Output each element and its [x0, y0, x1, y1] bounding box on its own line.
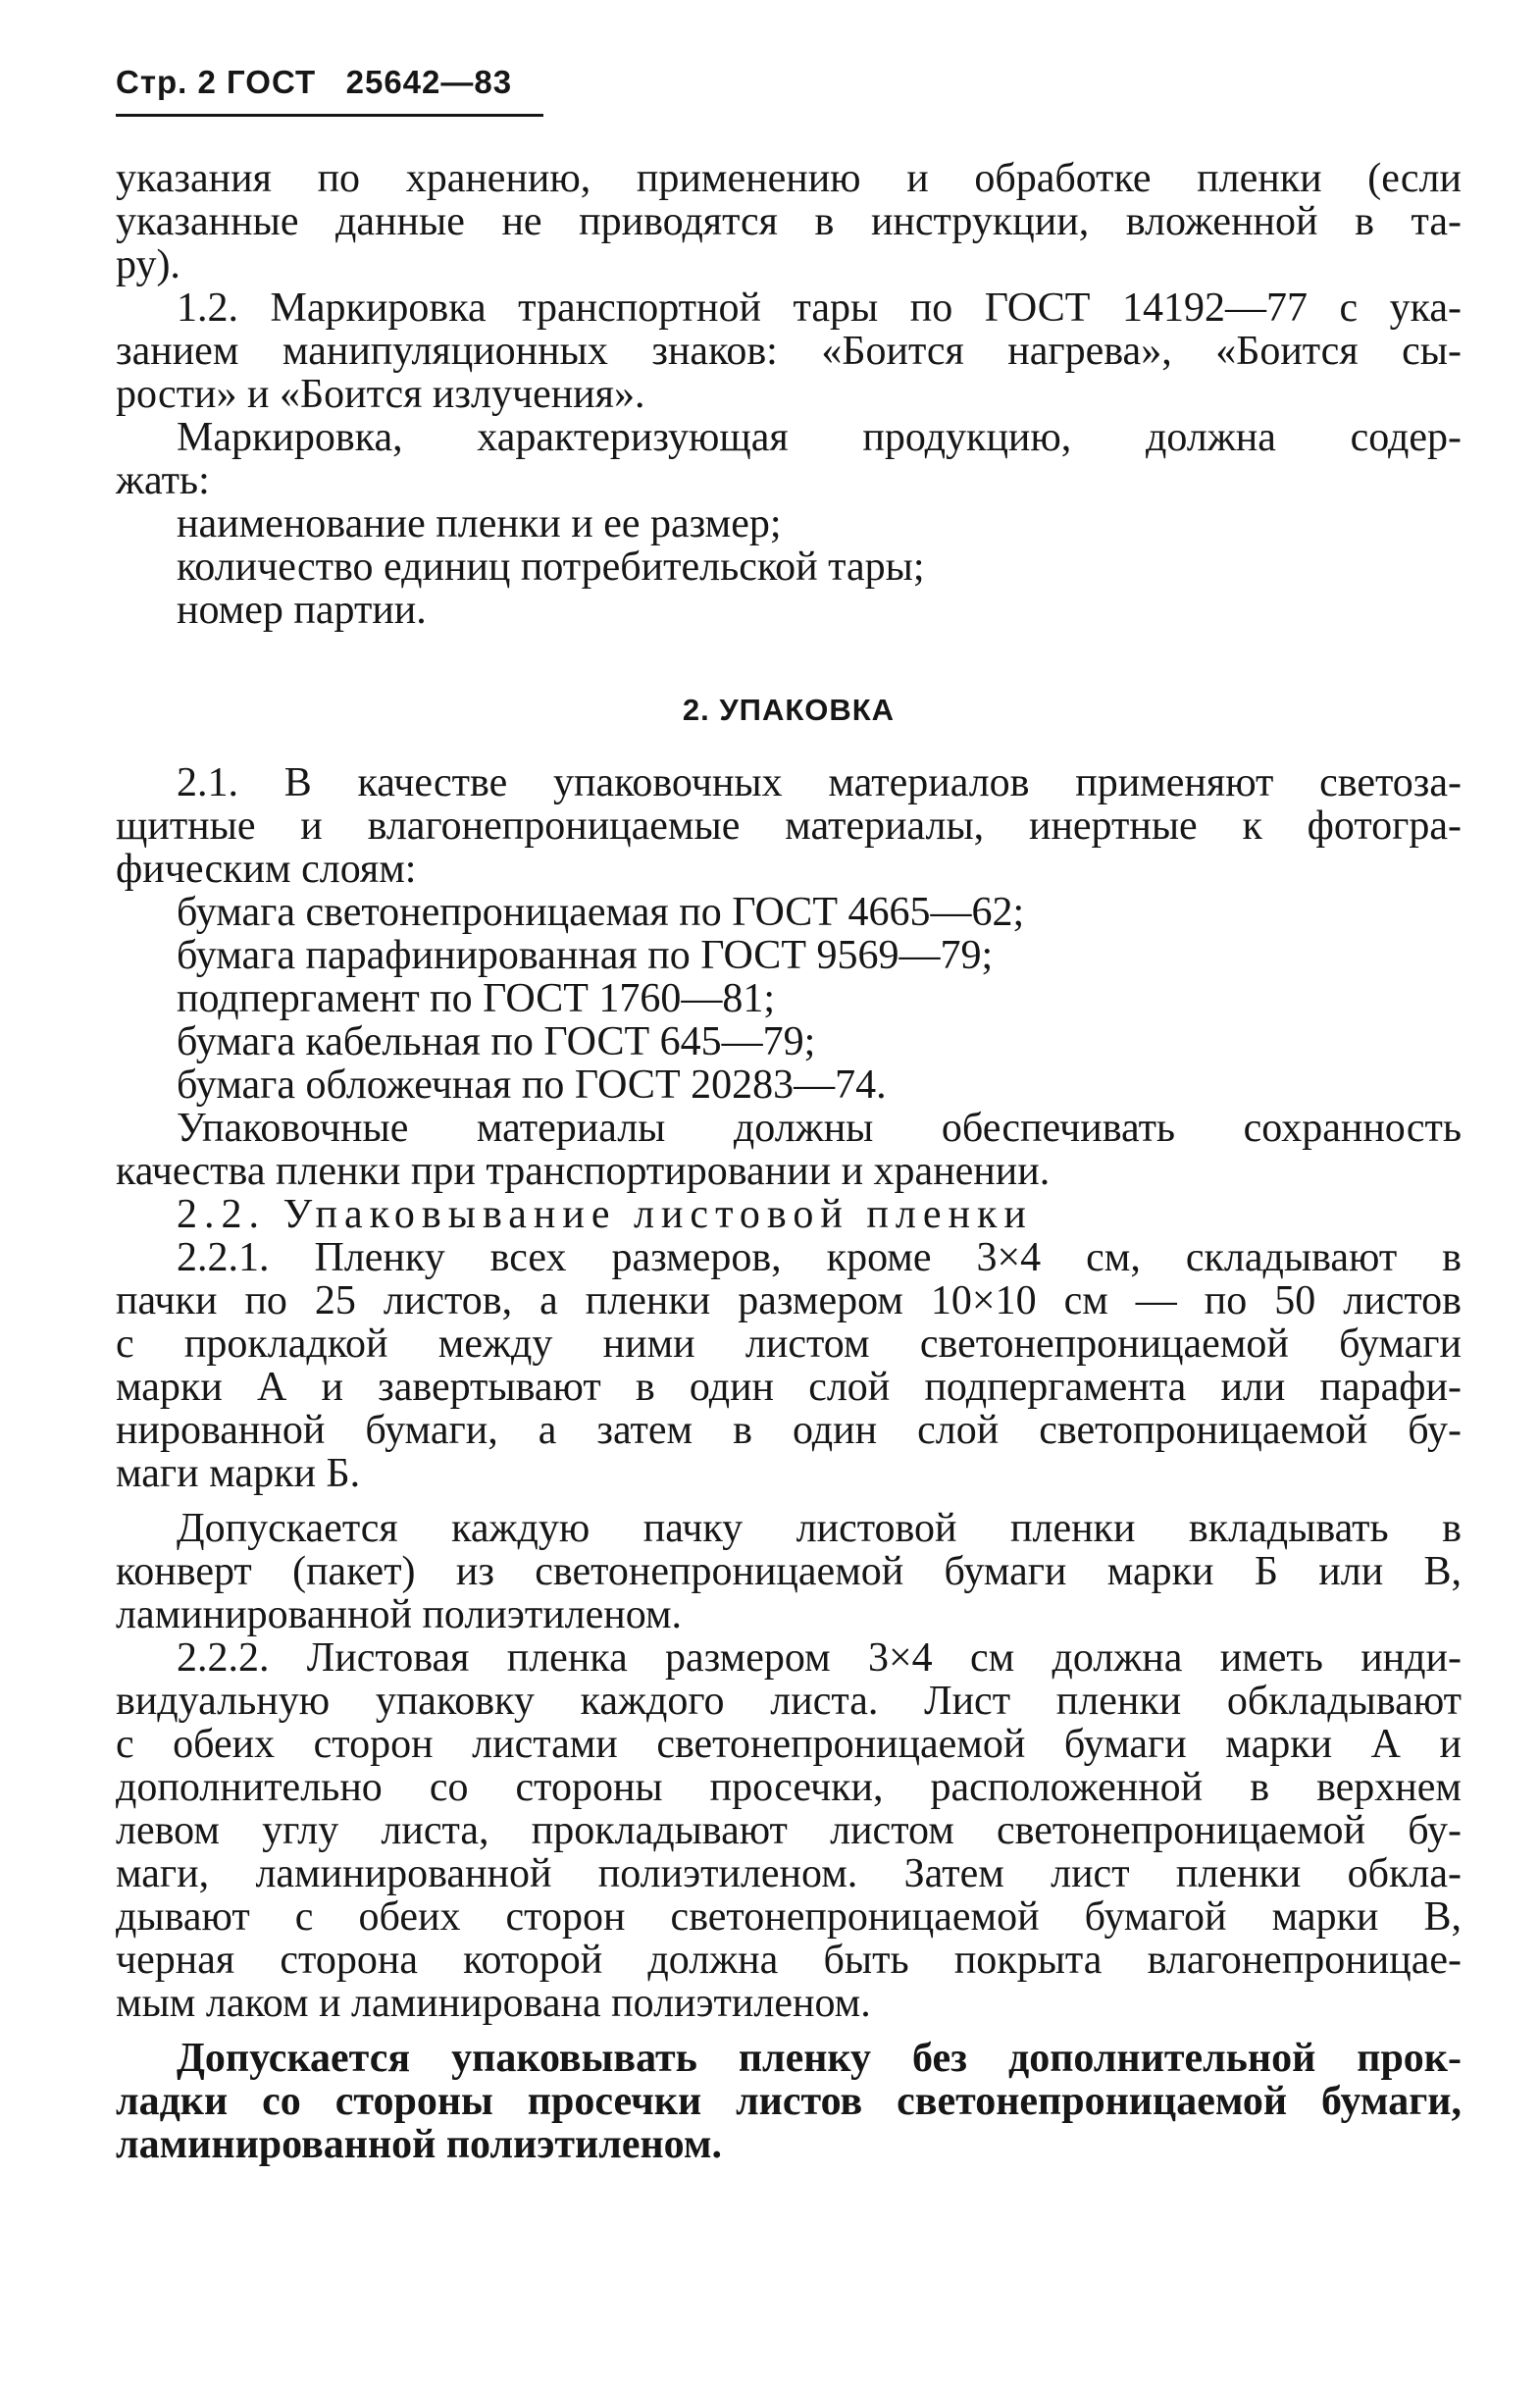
- list-item: бумага кабельная по ГОСТ 645—79;: [177, 1019, 816, 1064]
- text-line: нированной бумаги, а затем в один слой светопроницаемой бу-: [116, 1408, 1462, 1453]
- list-item: бумага обложечная по ГОСТ 20283—74.: [177, 1062, 887, 1108]
- text-line: фическим слоям:: [116, 847, 417, 892]
- paragraph-1-2: 1.2. Маркировка транспортной тары по ГОСТ 14192—77 с ука-: [177, 285, 1462, 331]
- text-line: с обеих сторон листами светонепроницаемой бумаги марки А и: [116, 1722, 1462, 1767]
- text-line: указания по хранению, применению и обработке пленки (если: [116, 156, 1462, 201]
- paragraph-2-2-2: 2.2.2. Листовая пленка размером 3×4 см должна иметь инди-: [177, 1635, 1462, 1681]
- paragraph-2-1: 2.1. В качестве упаковочных материалов применяют светоза-: [177, 760, 1462, 805]
- text-line: дополнительно со стороны просечки, расположенной в верхнем: [116, 1765, 1462, 1810]
- text-line: марки А и завертывают в один слой подпергамента или парафи-: [116, 1365, 1462, 1410]
- text-line: маги марки Б.: [116, 1451, 361, 1496]
- text-line: занием манипуляционных знаков: «Боится нагрева», «Боится сы-: [116, 329, 1462, 374]
- text-line: Маркировка, характеризующая продукцию, должна содер-: [177, 415, 1462, 460]
- header-rule: [116, 114, 543, 117]
- text-line: Допускается каждую пачку листовой пленки вкладывать в: [177, 1506, 1462, 1551]
- list-item: наименование пленки и ее размер;: [177, 501, 782, 546]
- text-line: с прокладкой между ними листом светонепроницаемой бумаги: [116, 1321, 1462, 1367]
- text-line: пачки по 25 листов, а пленки размером 10×10 см — по 50 листов: [116, 1278, 1462, 1323]
- text-line: видуальную упаковку каждого листа. Лист пленки обкладывают: [116, 1679, 1462, 1724]
- text-line: маги, ламинированной полиэтиленом. Затем лист пленки обкла-: [116, 1851, 1462, 1896]
- text-line: качества пленки при транспортировании и хранении.: [116, 1149, 1051, 1194]
- text-line: левом углу листа, прокладывают листом светонепроницаемой бу-: [116, 1808, 1462, 1853]
- text-line: ламинированной полиэтиленом.: [116, 1592, 683, 1637]
- page-header: Стр. 2 ГОСТ 25642—83: [116, 64, 513, 100]
- paragraph-2-2-1: 2.2.1. Пленку всех размеров, кроме 3×4 см, складывают в: [177, 1235, 1462, 1280]
- text-line: мым лаком и ламинирована полиэтиленом.: [116, 1981, 871, 2026]
- list-item: бумага светонепроницаемая по ГОСТ 4665—62;: [177, 890, 1025, 935]
- text-line: Упаковочные материалы должны обеспечивать сохранность: [177, 1106, 1462, 1151]
- list-item: номер партии.: [177, 588, 427, 633]
- list-item: количество единиц потребительской тары;: [177, 544, 925, 590]
- text-line: дывают с обеих сторон светонепроницаемой бумагой марки В,: [116, 1894, 1462, 1940]
- section-heading: 2. УПАКОВКА: [682, 693, 896, 727]
- text-line: ру).: [116, 242, 180, 287]
- text-line: Допускается упаковывать пленку без дополнительной прок-: [177, 2036, 1462, 2081]
- text-line: рости» и «Боится излучения».: [116, 372, 645, 417]
- document-body: [116, 157, 1462, 2166]
- text-line: ладки со стороны просечки листов светонепроницаемой бумаги,: [116, 2079, 1462, 2124]
- text-line: жать:: [116, 458, 210, 503]
- text-line: указанные данные не приводятся в инструкции, вложенной в та-: [116, 199, 1462, 244]
- text-line: ламинированной полиэтиленом.: [116, 2122, 722, 2167]
- text-line: щитные и влагонепроницаемые материалы, инертные к фотогра-: [116, 803, 1462, 849]
- subsection-heading: 2.2. Упаковывание листовой пленки: [177, 1192, 1033, 1237]
- list-item: подпергамент по ГОСТ 1760—81;: [177, 976, 776, 1021]
- list-item: бумага парафинированная по ГОСТ 9569—79;: [177, 933, 994, 978]
- text-line: черная сторона которой должна быть покрыта влагонепроницае-: [116, 1938, 1462, 1983]
- text-line: конверт (пакет) из светонепроницаемой бумаги марки Б или В,: [116, 1549, 1462, 1594]
